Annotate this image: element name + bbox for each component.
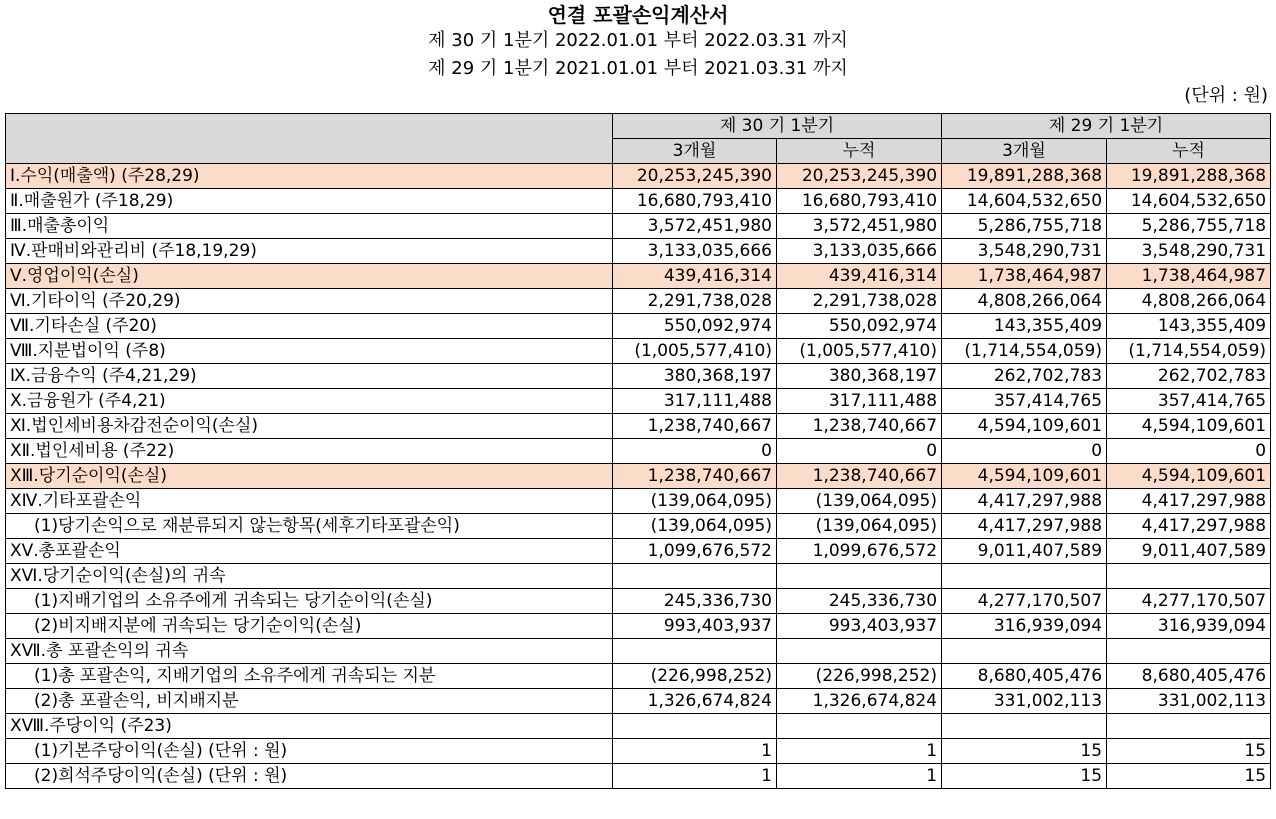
row-label: Ⅲ.매출총이익 <box>6 214 613 239</box>
value-current-cum: (1,005,577,410) <box>777 339 942 364</box>
unit-note: (단위 : 원) <box>1184 85 1268 106</box>
header-account-cell <box>6 114 613 164</box>
header-row-periods <box>6 114 1271 139</box>
value-prior-3m <box>942 714 1107 739</box>
header-current-period: 제 30 기 1분기 <box>613 114 942 139</box>
value-current-cum: 245,336,730 <box>777 589 942 614</box>
value-current-3m: 3,133,035,666 <box>613 239 777 264</box>
table-row <box>6 714 1271 739</box>
table-row <box>6 539 1271 564</box>
value-prior-cum: 3,548,290,731 <box>1107 239 1271 264</box>
header-prior-cum: 누적 <box>1107 139 1271 164</box>
value-current-3m: 245,336,730 <box>613 589 777 614</box>
table-row <box>6 214 1271 239</box>
row-label: (1)총 포괄손익, 지배기업의 소유주에게 귀속되는 지분 <box>6 664 613 689</box>
value-prior-cum: 357,414,765 <box>1107 389 1271 414</box>
row-label: Ⅸ.금융수익 (주4,21,29) <box>6 364 613 389</box>
value-current-cum: 1 <box>777 739 942 764</box>
value-current-cum: 993,403,937 <box>777 614 942 639</box>
value-prior-cum: 0 <box>1107 439 1271 464</box>
table-row <box>6 564 1271 589</box>
value-current-3m: 1,099,676,572 <box>613 539 777 564</box>
row-label: Ⅳ.판매비와관리비 (주18,19,29) <box>6 239 613 264</box>
value-current-cum: 2,291,738,028 <box>777 289 942 314</box>
value-prior-cum: 19,891,288,368 <box>1107 164 1271 189</box>
row-label: Ⅹ.금융원가 (주4,21) <box>6 389 613 414</box>
value-current-3m: 993,403,937 <box>613 614 777 639</box>
row-label: ⅩⅧ.주당이익 (주23) <box>6 714 613 739</box>
value-prior-cum: 331,002,113 <box>1107 689 1271 714</box>
table-row <box>6 189 1271 214</box>
table-row <box>6 289 1271 314</box>
table-row <box>6 339 1271 364</box>
value-current-3m <box>613 564 777 589</box>
value-prior-3m: 316,939,094 <box>942 614 1107 639</box>
value-current-3m: 1 <box>613 739 777 764</box>
value-prior-3m: 1,738,464,987 <box>942 264 1107 289</box>
header-current-cum: 누적 <box>777 139 942 164</box>
current-period-range: 제 30 기 1분기 2022.01.01 부터 2022.03.31 까지 <box>428 30 848 51</box>
row-label: Ⅷ.지분법이익 (주8) <box>6 339 613 364</box>
value-current-3m: 1 <box>613 764 777 789</box>
value-prior-3m: 19,891,288,368 <box>942 164 1107 189</box>
value-current-cum: 3,572,451,980 <box>777 214 942 239</box>
value-prior-cum: 262,702,783 <box>1107 364 1271 389</box>
value-current-3m: (139,064,095) <box>613 489 777 514</box>
value-current-3m: 3,572,451,980 <box>613 214 777 239</box>
value-prior-cum <box>1107 639 1271 664</box>
value-current-3m: 16,680,793,410 <box>613 189 777 214</box>
table-row <box>6 739 1271 764</box>
value-current-cum <box>777 639 942 664</box>
table-row <box>6 264 1271 289</box>
row-label: ⅩⅥ.당기순이익(손실)의 귀속 <box>6 564 613 589</box>
table-row <box>6 439 1271 464</box>
value-current-cum: (139,064,095) <box>777 514 942 539</box>
value-prior-cum: 5,286,755,718 <box>1107 214 1271 239</box>
value-prior-3m: 8,680,405,476 <box>942 664 1107 689</box>
value-prior-3m: 0 <box>942 439 1107 464</box>
value-current-3m: 0 <box>613 439 777 464</box>
value-current-3m: (226,998,252) <box>613 664 777 689</box>
value-current-3m <box>613 714 777 739</box>
value-prior-cum: 1,738,464,987 <box>1107 264 1271 289</box>
value-prior-3m: 9,011,407,589 <box>942 539 1107 564</box>
value-current-cum: (139,064,095) <box>777 489 942 514</box>
value-prior-3m: 262,702,783 <box>942 364 1107 389</box>
value-prior-3m: 4,417,297,988 <box>942 514 1107 539</box>
row-label: ⅩⅡ.법인세비용 (주22) <box>6 439 613 464</box>
row-label: Ⅶ.기타손실 (주20) <box>6 314 613 339</box>
table-row <box>6 464 1271 489</box>
table-row <box>6 389 1271 414</box>
row-label: Ⅱ.매출원가 (주18,29) <box>6 189 613 214</box>
table-row <box>6 639 1271 664</box>
value-current-cum: 317,111,488 <box>777 389 942 414</box>
value-current-3m: 317,111,488 <box>613 389 777 414</box>
table-row <box>6 514 1271 539</box>
statement-title: 연결 포괄손익계산서 <box>547 3 729 27</box>
table-row <box>6 589 1271 614</box>
value-prior-3m: (1,714,554,059) <box>942 339 1107 364</box>
value-prior-3m: 4,808,266,064 <box>942 289 1107 314</box>
header-prior-3m: 3개월 <box>942 139 1107 164</box>
value-prior-cum: 316,939,094 <box>1107 614 1271 639</box>
value-prior-3m: 4,277,170,507 <box>942 589 1107 614</box>
value-prior-cum: 14,604,532,650 <box>1107 189 1271 214</box>
value-prior-3m: 4,417,297,988 <box>942 489 1107 514</box>
value-current-cum: 16,680,793,410 <box>777 189 942 214</box>
row-label: Ⅴ.영업이익(손실) <box>6 264 613 289</box>
row-label: ⅩⅤ.총포괄손익 <box>6 539 613 564</box>
value-prior-cum <box>1107 714 1271 739</box>
value-prior-3m: 15 <box>942 764 1107 789</box>
value-current-cum: 380,368,197 <box>777 364 942 389</box>
value-current-3m: 1,326,674,824 <box>613 689 777 714</box>
value-prior-cum: 4,417,297,988 <box>1107 489 1271 514</box>
row-label: (2)희석주당이익(손실) (단위 : 원) <box>6 764 613 789</box>
value-prior-cum <box>1107 564 1271 589</box>
value-prior-cum: 4,594,109,601 <box>1107 464 1271 489</box>
statement-header <box>0 0 1276 83</box>
value-prior-3m: 14,604,532,650 <box>942 189 1107 214</box>
value-prior-3m: 3,548,290,731 <box>942 239 1107 264</box>
table-row <box>6 239 1271 264</box>
value-prior-3m: 4,594,109,601 <box>942 464 1107 489</box>
row-label: ⅩⅣ.기타포괄손익 <box>6 489 613 514</box>
value-prior-cum: 143,355,409 <box>1107 314 1271 339</box>
value-current-cum: 1,326,674,824 <box>777 689 942 714</box>
value-current-3m: 1,238,740,667 <box>613 464 777 489</box>
value-prior-3m: 5,286,755,718 <box>942 214 1107 239</box>
row-label: Ⅰ.수익(매출액) (주28,29) <box>6 164 613 189</box>
value-prior-3m: 15 <box>942 739 1107 764</box>
row-label: ⅩⅢ.당기순이익(손실) <box>6 464 613 489</box>
prior-period-range: 제 29 기 1분기 2021.01.01 부터 2021.03.31 까지 <box>428 58 848 79</box>
value-current-3m: (1,005,577,410) <box>613 339 777 364</box>
row-label: (1)기본주당이익(손실) (단위 : 원) <box>6 739 613 764</box>
header-current-3m: 3개월 <box>613 139 777 164</box>
value-prior-3m: 331,002,113 <box>942 689 1107 714</box>
row-label: Ⅺ.법인세비용차감전순이익(손실) <box>6 414 613 439</box>
value-current-cum: 1,099,676,572 <box>777 539 942 564</box>
table-row <box>6 489 1271 514</box>
table-row <box>6 614 1271 639</box>
income-statement-table <box>5 113 1271 789</box>
value-prior-cum: 4,594,109,601 <box>1107 414 1271 439</box>
row-label: (2)비지배지분에 귀속되는 당기순이익(손실) <box>6 614 613 639</box>
value-prior-cum: (1,714,554,059) <box>1107 339 1271 364</box>
value-prior-cum: 9,011,407,589 <box>1107 539 1271 564</box>
header-prior-period: 제 29 기 1분기 <box>942 114 1271 139</box>
row-label: ⅩⅦ.총 포괄손익의 귀속 <box>6 639 613 664</box>
value-prior-cum: 4,277,170,507 <box>1107 589 1271 614</box>
table-row <box>6 364 1271 389</box>
value-prior-3m: 357,414,765 <box>942 389 1107 414</box>
value-prior-3m: 4,594,109,601 <box>942 414 1107 439</box>
value-current-3m: 2,291,738,028 <box>613 289 777 314</box>
value-current-cum: 1,238,740,667 <box>777 464 942 489</box>
table-row <box>6 414 1271 439</box>
value-current-3m: 20,253,245,390 <box>613 164 777 189</box>
value-current-cum: 439,416,314 <box>777 264 942 289</box>
value-current-cum: (226,998,252) <box>777 664 942 689</box>
value-prior-cum: 15 <box>1107 764 1271 789</box>
table-body <box>6 164 1271 789</box>
row-label: (2)총 포괄손익, 비지배지분 <box>6 689 613 714</box>
value-current-cum: 20,253,245,390 <box>777 164 942 189</box>
value-current-cum: 0 <box>777 439 942 464</box>
table-row <box>6 664 1271 689</box>
value-current-cum: 550,092,974 <box>777 314 942 339</box>
value-prior-cum: 8,680,405,476 <box>1107 664 1271 689</box>
value-prior-3m <box>942 639 1107 664</box>
value-current-cum: 1 <box>777 764 942 789</box>
value-current-3m: 439,416,314 <box>613 264 777 289</box>
table-row <box>6 314 1271 339</box>
value-current-cum: 1,238,740,667 <box>777 414 942 439</box>
row-label: Ⅵ.기타이익 (주20,29) <box>6 289 613 314</box>
value-current-3m: (139,064,095) <box>613 514 777 539</box>
table-row <box>6 689 1271 714</box>
value-prior-3m <box>942 564 1107 589</box>
value-current-cum: 3,133,035,666 <box>777 239 942 264</box>
value-prior-cum: 4,808,266,064 <box>1107 289 1271 314</box>
value-current-3m <box>613 639 777 664</box>
value-current-3m: 1,238,740,667 <box>613 414 777 439</box>
value-current-cum <box>777 564 942 589</box>
value-prior-3m: 143,355,409 <box>942 314 1107 339</box>
table-row <box>6 764 1271 789</box>
table-row <box>6 164 1271 189</box>
value-prior-cum: 4,417,297,988 <box>1107 514 1271 539</box>
row-label: (1)지배기업의 소유주에게 귀속되는 당기순이익(손실) <box>6 589 613 614</box>
value-current-cum <box>777 714 942 739</box>
value-current-3m: 550,092,974 <box>613 314 777 339</box>
value-current-3m: 380,368,197 <box>613 364 777 389</box>
row-label: (1)당기손익으로 재분류되지 않는항목(세후기타포괄손익) <box>6 514 613 539</box>
value-prior-cum: 15 <box>1107 739 1271 764</box>
